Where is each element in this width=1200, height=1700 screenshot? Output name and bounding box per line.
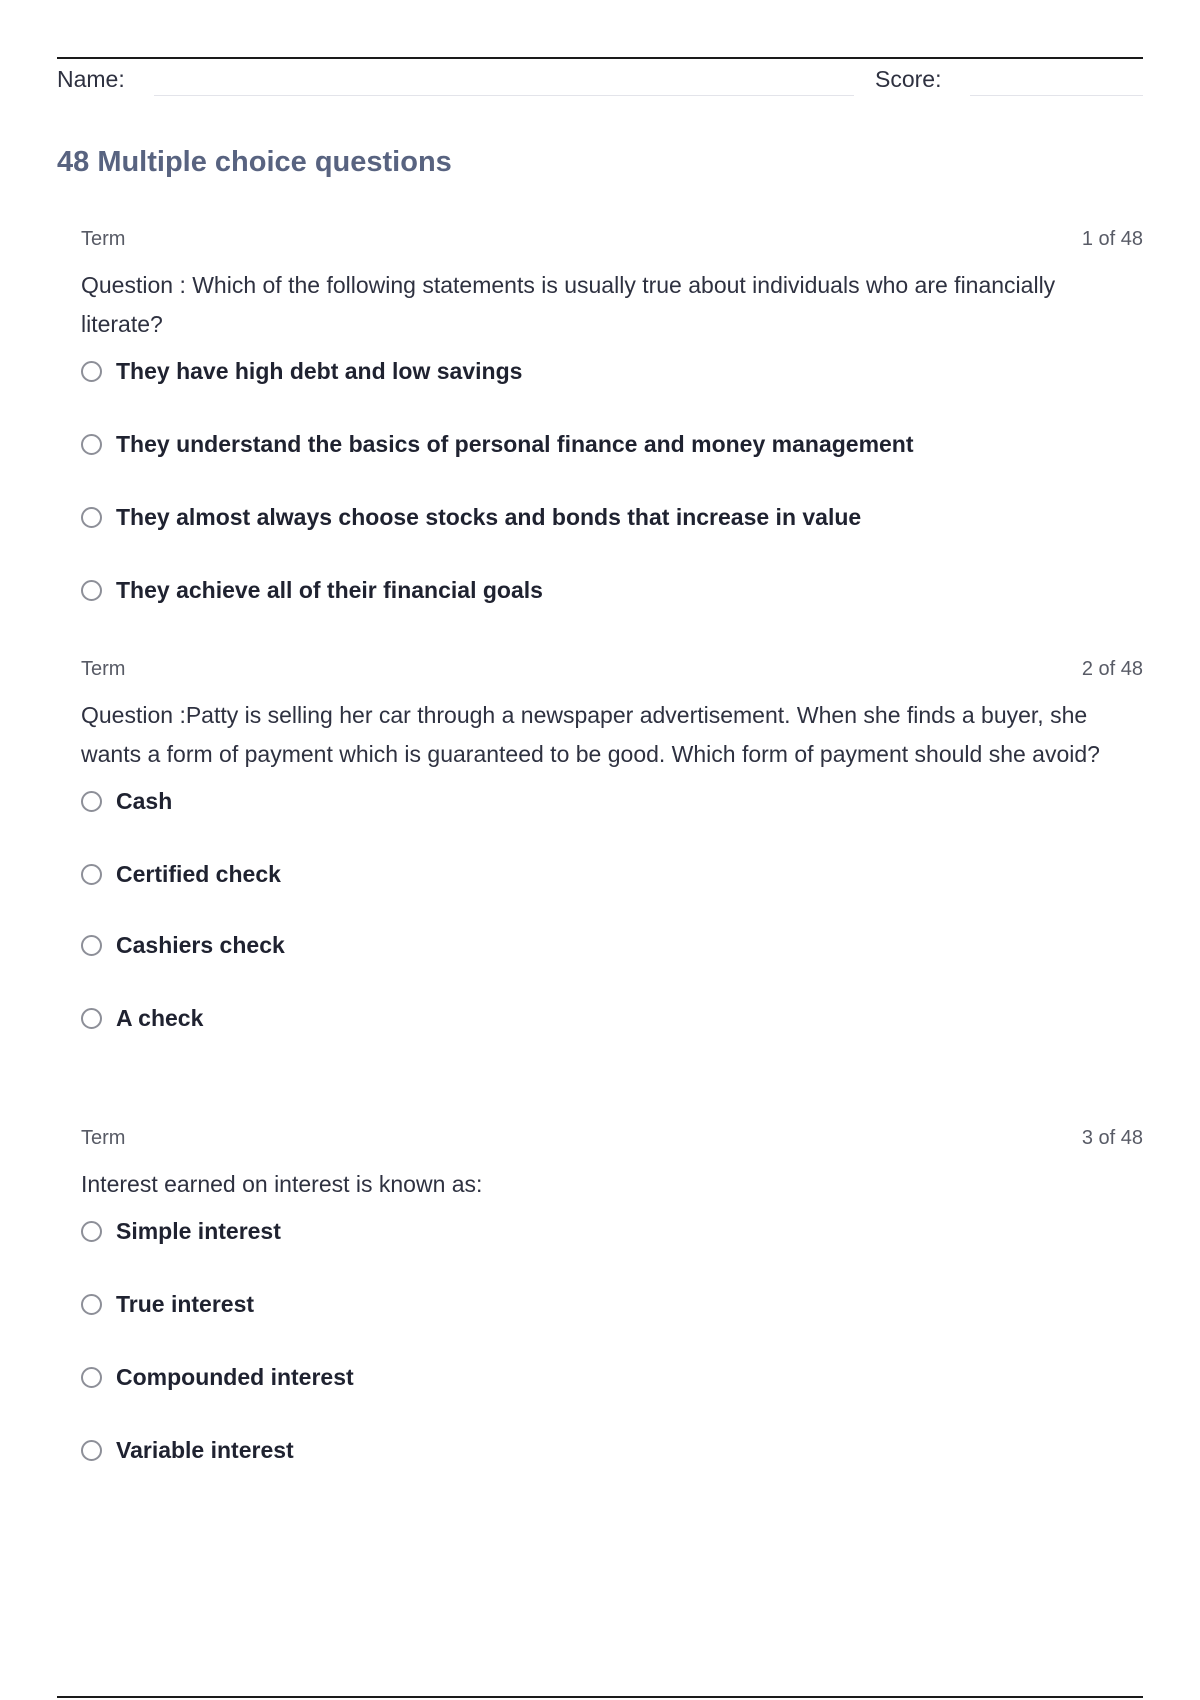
question-card (81, 658, 1143, 1031)
option-label: They achieve all of their financial goals (116, 576, 543, 603)
option-label: They understand the basics of personal finance and money management (116, 430, 914, 457)
option-label: Variable interest (116, 1436, 294, 1463)
option-label: Certified check (116, 860, 281, 887)
term-label: Term (81, 658, 126, 680)
option-label: Simple interest (116, 1217, 281, 1244)
radio-button-icon[interactable] (81, 580, 102, 601)
question-counter: 1 of 48 (1081, 228, 1143, 250)
question-text: Question :Patty is selling her car through a newspaper advertisement. When she finds a buyer, she wants a form of payment which is guaranteed to be good. Which form of payment should she avoid? (81, 702, 1100, 767)
question-header (81, 228, 1143, 254)
answer-option[interactable] (81, 1435, 294, 1465)
radio-button-icon[interactable] (81, 507, 102, 528)
question-header (81, 1127, 1143, 1153)
term-label: Term (81, 228, 126, 250)
answer-option[interactable] (81, 575, 543, 605)
radio-button-icon[interactable] (81, 1294, 102, 1315)
option-label: Cashiers check (116, 931, 285, 958)
question-text: Interest earned on interest is known as: (81, 1171, 483, 1197)
radio-button-icon[interactable] (81, 935, 102, 956)
answer-option[interactable] (81, 859, 281, 889)
option-label: Compounded interest (116, 1363, 354, 1390)
question-card (81, 1127, 1143, 1463)
answer-option[interactable] (81, 502, 861, 532)
answer-option[interactable] (81, 356, 522, 386)
score-field[interactable] (970, 95, 1143, 96)
option-label: They almost always choose stocks and bonds that increase in value (116, 503, 862, 530)
answer-option[interactable] (81, 429, 914, 459)
question-counter: 2 of 48 (1081, 658, 1143, 680)
top-rule (57, 57, 1143, 59)
answer-option[interactable] (81, 786, 172, 816)
term-label: Term (81, 1127, 126, 1149)
name-label: Name: (57, 66, 125, 92)
radio-button-icon[interactable] (81, 361, 102, 382)
option-label: A check (116, 1004, 204, 1031)
question-card (81, 228, 1143, 603)
radio-button-icon[interactable] (81, 791, 102, 812)
radio-button-icon[interactable] (81, 1008, 102, 1029)
answer-option[interactable] (81, 1216, 281, 1246)
option-label: True interest (116, 1290, 255, 1317)
score-label: Score: (875, 66, 942, 92)
page-title: 48 Multiple choice questions (57, 146, 452, 178)
answer-option[interactable] (81, 1003, 203, 1033)
bottom-rule (57, 1696, 1143, 1698)
answer-option[interactable] (81, 1362, 354, 1392)
radio-button-icon[interactable] (81, 864, 102, 885)
option-label: Cash (116, 787, 173, 814)
radio-button-icon[interactable] (81, 434, 102, 455)
option-label: They have high debt and low savings (116, 357, 523, 384)
radio-button-icon[interactable] (81, 1440, 102, 1461)
answer-option[interactable] (81, 1289, 254, 1319)
question-header (81, 658, 1143, 684)
question-counter: 3 of 48 (1081, 1127, 1143, 1149)
worksheet-header (57, 62, 1143, 98)
radio-button-icon[interactable] (81, 1221, 102, 1242)
name-field[interactable] (154, 95, 854, 96)
question-text: Question : Which of the following statements is usually true about individuals who are financially literate? (81, 272, 1056, 337)
radio-button-icon[interactable] (81, 1367, 102, 1388)
answer-option[interactable] (81, 930, 285, 960)
